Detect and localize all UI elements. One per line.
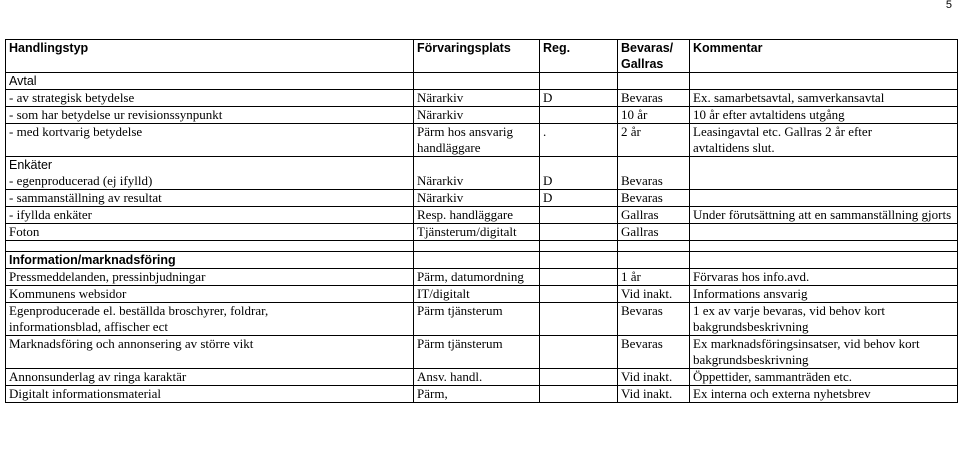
cell-kommentar: 10 år efter avtaltidens utgång [690, 107, 958, 124]
cell-kommentar: Ex. samarbetsavtal, samverkansavtal [690, 90, 958, 107]
cell-reg [540, 269, 618, 286]
cell-bevaras: Gallras [618, 224, 690, 241]
cell-reg [540, 386, 618, 403]
cell-bevaras: 10 år [618, 107, 690, 124]
cell-forvaringsplats: Tjänsterum/digitalt [414, 224, 540, 241]
cell-bevaras: Bevaras [618, 336, 690, 369]
cell-kommentar: Förvaras hos info.avd. [690, 269, 958, 286]
cell-handlingstyp: - som har betydelse ur revisionssynpunkt [6, 107, 414, 124]
cell-bevaras: Bevaras [618, 303, 690, 336]
cell-reg: D [540, 90, 618, 107]
cell-forvaringsplats: Närarkiv [414, 90, 540, 107]
cell-forvaringsplats: IT/digitalt [414, 286, 540, 303]
header-bevaras-gallras: Bevaras/ Gallras [618, 40, 690, 73]
cell-kommentar: 1 ex av varje bevaras, vid behov kort bakgrundsbeskrivning [690, 303, 958, 336]
cell-forvaringsplats: Pärm, datumordning [414, 269, 540, 286]
table-row [6, 124, 958, 157]
cell-handlingstyp: Marknadsföring och annonsering av större vikt [6, 336, 414, 369]
cell-reg: D [540, 173, 618, 190]
cell-kommentar: Informations ansvarig [690, 286, 958, 303]
cell-kommentar [690, 190, 958, 207]
table-row [6, 386, 958, 403]
section-title-enkater: Enkäter [6, 157, 414, 174]
cell-bevaras: Vid inakt. [618, 386, 690, 403]
spacer-row [6, 241, 958, 252]
cell-bevaras: 2 år [618, 124, 690, 157]
cell-handlingstyp: Digitalt informationsmaterial [6, 386, 414, 403]
cell-forvaringsplats: Närarkiv [414, 173, 540, 190]
cell-forvaringsplats: Pärm tjänsterum [414, 336, 540, 369]
cell-kommentar [690, 224, 958, 241]
table-header-row [6, 40, 958, 73]
cell-forvaringsplats: Närarkiv [414, 190, 540, 207]
table-row [6, 336, 958, 369]
table-row [6, 90, 958, 107]
section-row-information [6, 252, 958, 269]
section-title-information: Information/marknadsföring [6, 252, 414, 269]
cell-bevaras: Gallras [618, 207, 690, 224]
cell-bevaras: Bevaras [618, 190, 690, 207]
table-row [6, 207, 958, 224]
cell-reg [540, 369, 618, 386]
table-row [6, 369, 958, 386]
section-row-enkater [6, 157, 958, 174]
cell-handlingstyp: Pressmeddelanden, pressinbjudningar [6, 269, 414, 286]
cell-reg: D [540, 190, 618, 207]
cell-forvaringsplats: Ansv. handl. [414, 369, 540, 386]
cell-bevaras: Vid inakt. [618, 369, 690, 386]
cell-kommentar: Leasingavtal etc. Gallras 2 år efter avtaltidens slut. [690, 124, 958, 157]
table-row [6, 286, 958, 303]
cell-kommentar [690, 173, 958, 190]
cell-handlingstyp: - sammanställning av resultat [6, 190, 414, 207]
cell-forvaringsplats: Pärm, [414, 386, 540, 403]
table-row [6, 173, 958, 190]
cell-kommentar: Ex marknadsföringsinsatser, vid behov kort bakgrundsbeskrivning [690, 336, 958, 369]
page-number: 5 [945, 0, 952, 11]
cell-bevaras: Bevaras [618, 173, 690, 190]
cell-reg [540, 207, 618, 224]
cell-reg [540, 336, 618, 369]
table-row [6, 107, 958, 124]
cell-bevaras: Vid inakt. [618, 286, 690, 303]
cell-forvaringsplats: Pärm tjänsterum [414, 303, 540, 336]
cell-handlingstyp: Annonsunderlag av ringa karaktär [6, 369, 414, 386]
cell-bevaras: 1 år [618, 269, 690, 286]
cell-handlingstyp: - egenproducerad (ej ifylld) [6, 173, 414, 190]
header-reg: Reg. [540, 40, 618, 73]
table-row-foton [6, 224, 958, 241]
cell-kommentar: Under förutsättning att en sammanställning gjorts [690, 207, 958, 224]
cell-forvaringsplats: Resp. handläggare [414, 207, 540, 224]
cell-forvaringsplats: Närarkiv [414, 107, 540, 124]
cell-reg [540, 107, 618, 124]
cell-reg [540, 303, 618, 336]
cell-handlingstyp: - med kortvarig betydelse [6, 124, 414, 157]
header-handlingstyp: Handlingstyp [6, 40, 414, 73]
cell-kommentar: Öppettider, sammanträden etc. [690, 369, 958, 386]
cell-reg [540, 286, 618, 303]
cell-bevaras: Bevaras [618, 90, 690, 107]
cell-handlingstyp: Kommunens websidor [6, 286, 414, 303]
header-kommentar: Kommentar [690, 40, 958, 73]
retention-table [5, 39, 958, 403]
section-row-avtal [6, 73, 958, 90]
cell-handlingstyp: - av strategisk betydelse [6, 90, 414, 107]
cell-reg: . [540, 124, 618, 157]
header-forvaringsplats: Förvaringsplats [414, 40, 540, 73]
table-row [6, 190, 958, 207]
cell-handlingstyp: - ifyllda enkäter [6, 207, 414, 224]
table-row [6, 269, 958, 286]
cell-kommentar: Ex interna och externa nyhetsbrev [690, 386, 958, 403]
cell-handlingstyp: Egenproducerade el. beställda broschyrer, foldrar, informationsblad, affischer ect [6, 303, 414, 336]
table-row [6, 303, 958, 336]
cell-handlingstyp: Foton [6, 224, 414, 241]
cell-forvaringsplats: Pärm hos ansvarig handläggare [414, 124, 540, 157]
section-title-avtal: Avtal [6, 73, 414, 90]
cell-reg [540, 224, 618, 241]
